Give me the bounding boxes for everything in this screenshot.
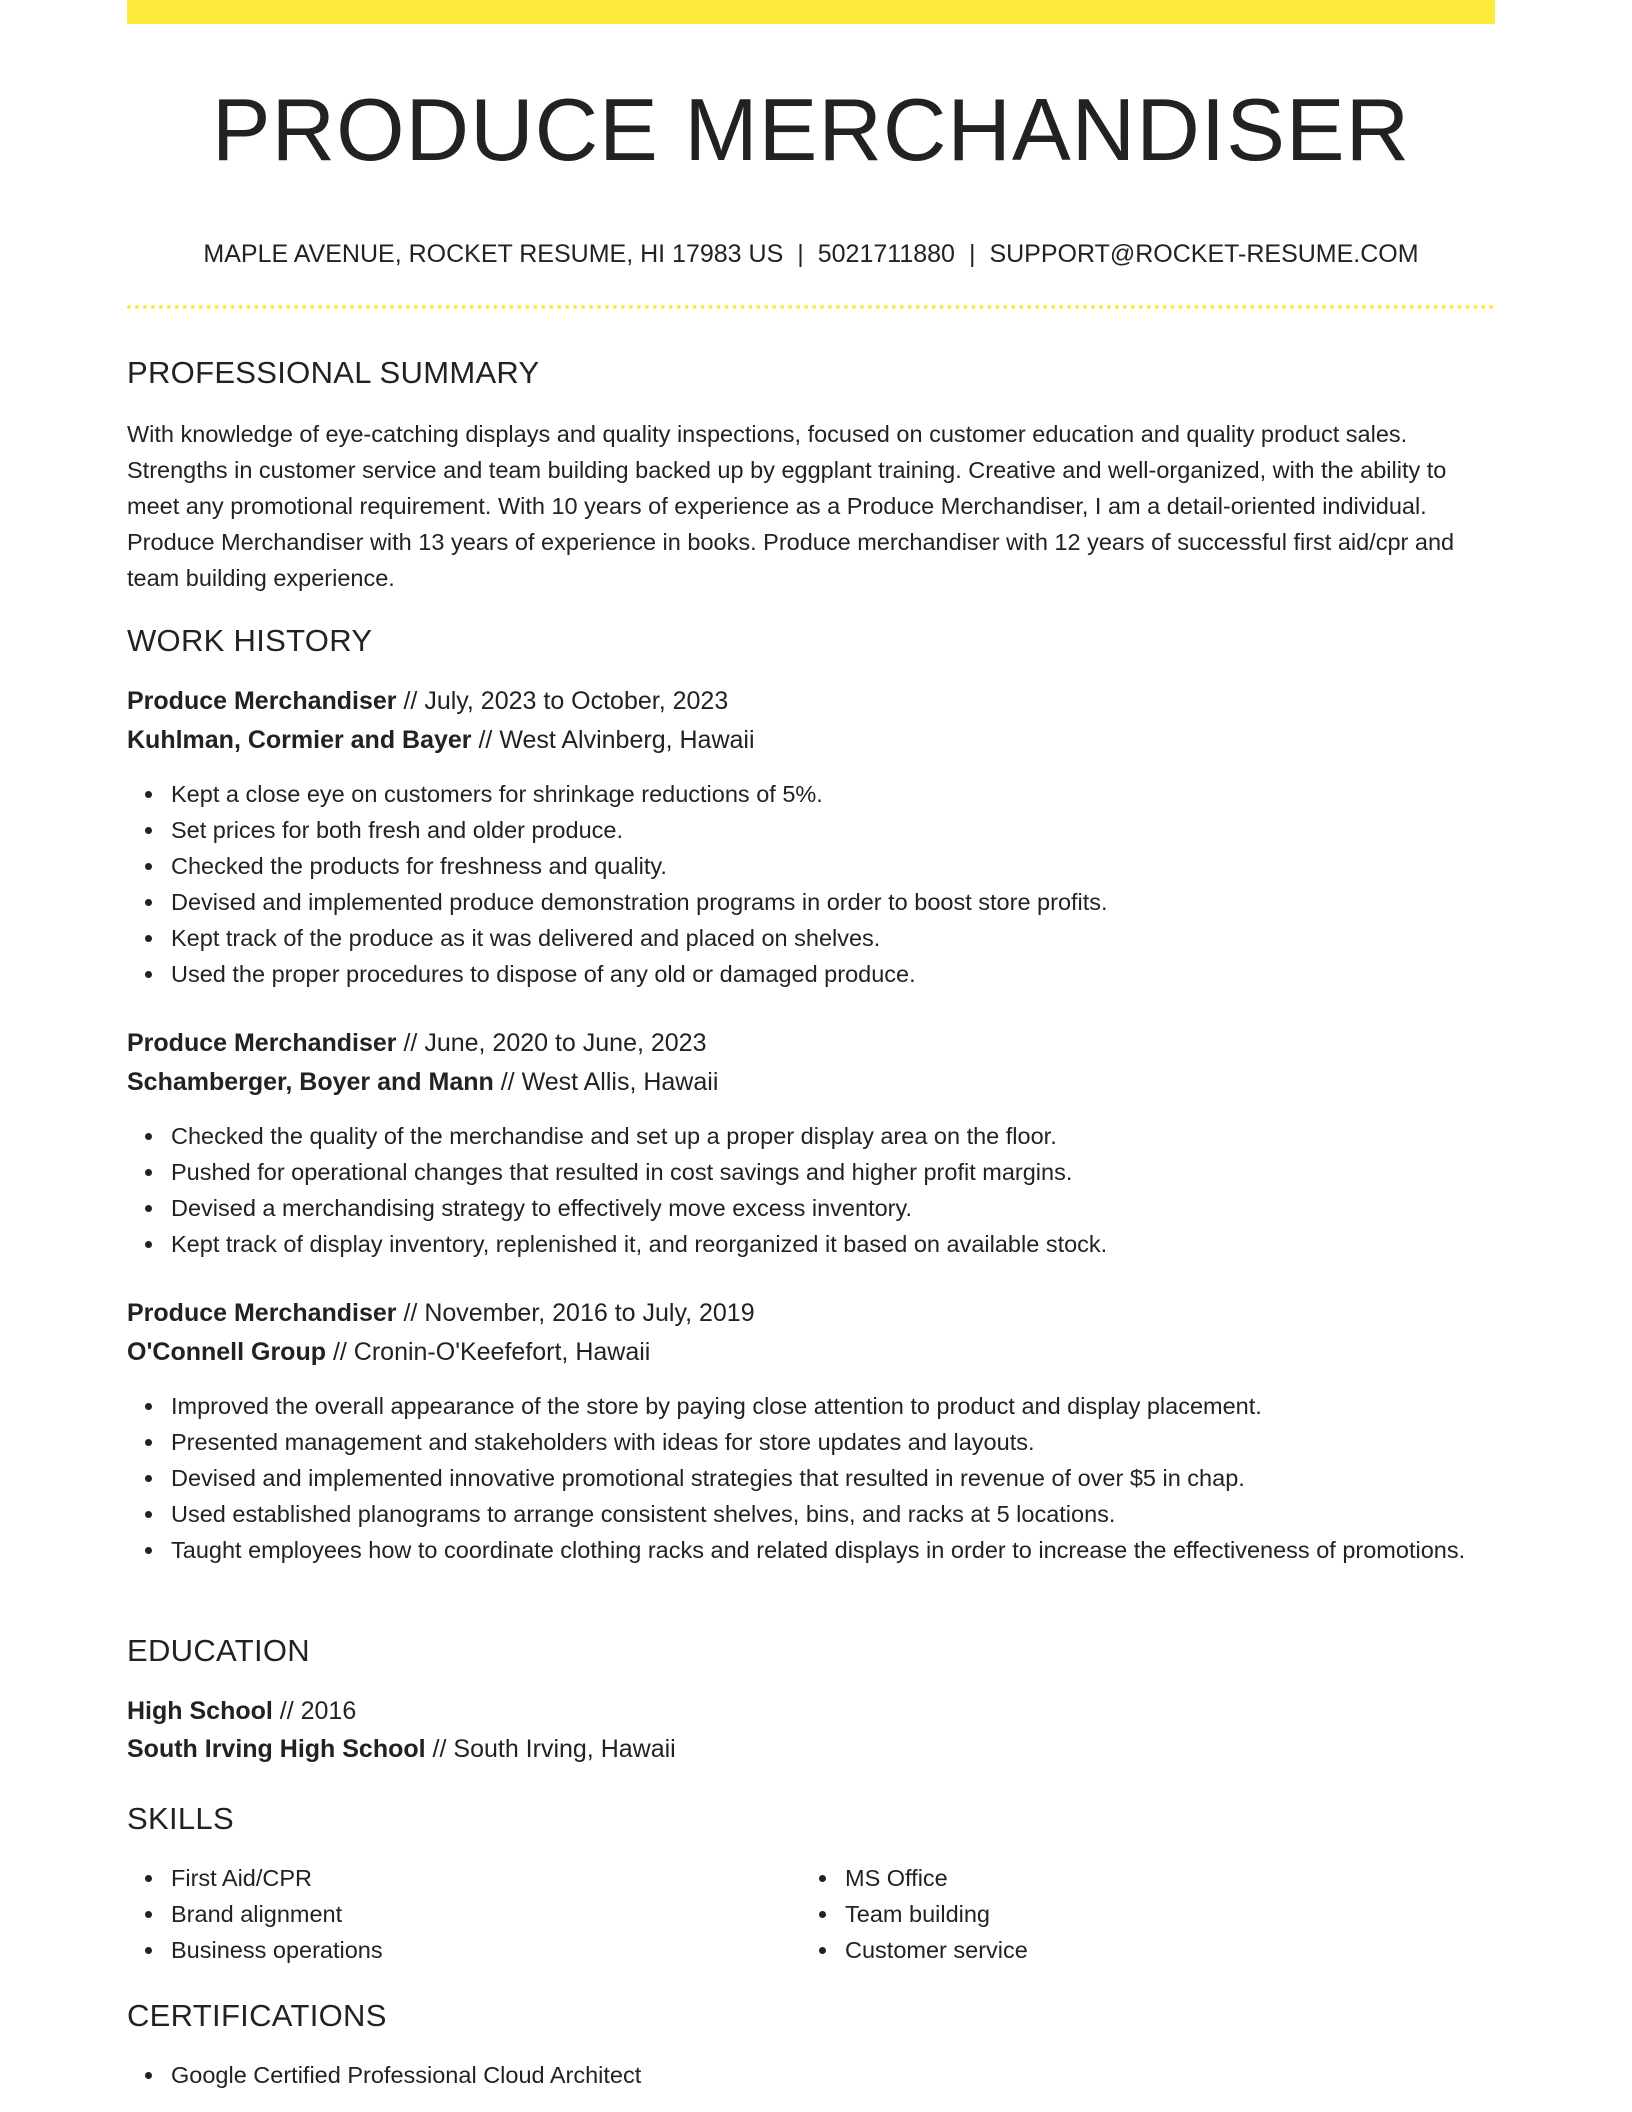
job-bullet: Kept track of the produce as it was delivered and placed on shelves. bbox=[171, 920, 1108, 956]
job-location: // Cronin-O'Keefefort, Hawaii bbox=[326, 1338, 651, 1366]
job-company-line bbox=[127, 1065, 718, 1099]
skill-item: Brand alignment bbox=[171, 1896, 383, 1932]
certifications-list bbox=[171, 2057, 641, 2093]
skill-item: Customer service bbox=[845, 1932, 1028, 1968]
job-bullet: Used the proper procedures to dispose of any old or damaged produce. bbox=[171, 956, 1108, 992]
job-title-line bbox=[127, 1296, 755, 1330]
job-bullet: Kept a close eye on customers for shrinkage reductions of 5%. bbox=[171, 776, 1108, 812]
job-location: // West Allis, Hawaii bbox=[493, 1068, 719, 1096]
job-bullet: Kept track of display inventory, replenished it, and reorganized it based on available stock. bbox=[171, 1226, 1107, 1262]
job-bullet: Devised a merchandising strategy to effectively move excess inventory. bbox=[171, 1190, 1107, 1226]
job-bullet: Presented management and stakeholders with ideas for store updates and layouts. bbox=[171, 1424, 1495, 1460]
job-bullet: Checked the quality of the merchandise and set up a proper display area on the floor. bbox=[171, 1118, 1107, 1154]
certifications-heading: CERTIFICATIONS bbox=[127, 1998, 387, 2033]
skill-item: MS Office bbox=[845, 1860, 1028, 1896]
job-bullet: Devised and implemented innovative promotional strategies that resulted in revenue of over $5 in chap. bbox=[171, 1460, 1495, 1496]
education-degree-line bbox=[127, 1694, 356, 1728]
job-company: Kuhlman, Cormier and Bayer bbox=[127, 726, 472, 754]
job-role: Produce Merchandiser bbox=[127, 687, 397, 715]
skill-item: Business operations bbox=[171, 1932, 383, 1968]
job-bullet: Set prices for both fresh and older produce. bbox=[171, 812, 1108, 848]
job-dates: // June, 2020 to June, 2023 bbox=[396, 1029, 707, 1057]
job-bullets bbox=[171, 776, 1108, 992]
job-role: Produce Merchandiser bbox=[127, 1299, 397, 1327]
contact-line bbox=[127, 238, 1495, 270]
education-school: South Irving High School bbox=[127, 1735, 426, 1763]
contact-separator: | bbox=[968, 240, 976, 268]
job-company-line bbox=[127, 1335, 650, 1369]
job-bullet: Checked the products for freshness and quality. bbox=[171, 848, 1108, 884]
education-year: // 2016 bbox=[272, 1697, 357, 1725]
contact-email: SUPPORT@ROCKET-RESUME.COM bbox=[989, 240, 1419, 268]
job-title-line bbox=[127, 684, 728, 718]
job-bullet: Devised and implemented produce demonstration programs in order to boost store profits. bbox=[171, 884, 1108, 920]
job-location: // West Alvinberg, Hawaii bbox=[471, 726, 755, 754]
job-bullets bbox=[171, 1388, 1495, 1568]
job-role: Produce Merchandiser bbox=[127, 1029, 397, 1057]
accent-top-bar bbox=[127, 0, 1495, 24]
job-company: Schamberger, Boyer and Mann bbox=[127, 1068, 494, 1096]
header-divider bbox=[127, 305, 1495, 309]
summary-heading: PROFESSIONAL SUMMARY bbox=[127, 355, 540, 390]
job-bullet: Used established planograms to arrange consistent shelves, bins, and racks at 5 locations. bbox=[171, 1496, 1495, 1532]
contact-separator: | bbox=[797, 240, 804, 268]
skills-list-right bbox=[845, 1860, 1028, 1968]
job-company: O'Connell Group bbox=[127, 1338, 326, 1366]
certification-item: Google Certified Professional Cloud Architect bbox=[171, 2057, 641, 2093]
education-degree: High School bbox=[127, 1697, 273, 1725]
contact-phone: 5021711880 bbox=[817, 240, 955, 268]
job-bullet: Taught employees how to coordinate clothing racks and related displays in order to increase the effectiveness of promotions. bbox=[171, 1532, 1495, 1568]
resume-name: PRODUCE MERCHANDISER bbox=[211, 80, 1411, 179]
job-bullet: Pushed for operational changes that resulted in cost savings and higher profit margins. bbox=[171, 1154, 1107, 1190]
education-location: // South Irving, Hawaii bbox=[425, 1735, 676, 1763]
education-heading: EDUCATION bbox=[127, 1633, 310, 1668]
job-dates: // November, 2016 to July, 2019 bbox=[396, 1299, 755, 1327]
work-history-heading: WORK HISTORY bbox=[127, 623, 373, 658]
job-title-line bbox=[127, 1026, 707, 1060]
job-bullet: Improved the overall appearance of the store by paying close attention to product and display placement. bbox=[171, 1388, 1495, 1424]
job-company-line bbox=[127, 723, 755, 757]
job-dates: // July, 2023 to October, 2023 bbox=[396, 687, 729, 715]
skill-item: Team building bbox=[845, 1896, 1028, 1932]
skill-item: First Aid/CPR bbox=[171, 1860, 383, 1896]
skills-heading: SKILLS bbox=[127, 1801, 234, 1836]
contact-address: MAPLE AVENUE, ROCKET RESUME, HI 17983 US bbox=[203, 240, 784, 268]
education-school-line bbox=[127, 1732, 676, 1766]
summary-text: With knowledge of eye-catching displays and quality inspections, focused on customer education and quality product sales. Strengths in customer service and team building backed up by eggplant training. Creative and well-organized, with the ability to meet any promotional requirement. With 10 years of experience as a Produce Merchandiser, I am a detail-oriented individual. Produce Merchandiser with 13 years of experience in books. Produce merchandiser with 12 years of successful first aid/cpr and team building experience. bbox=[127, 421, 1455, 591]
skills-list-left bbox=[171, 1860, 383, 1968]
job-bullets bbox=[171, 1118, 1107, 1262]
